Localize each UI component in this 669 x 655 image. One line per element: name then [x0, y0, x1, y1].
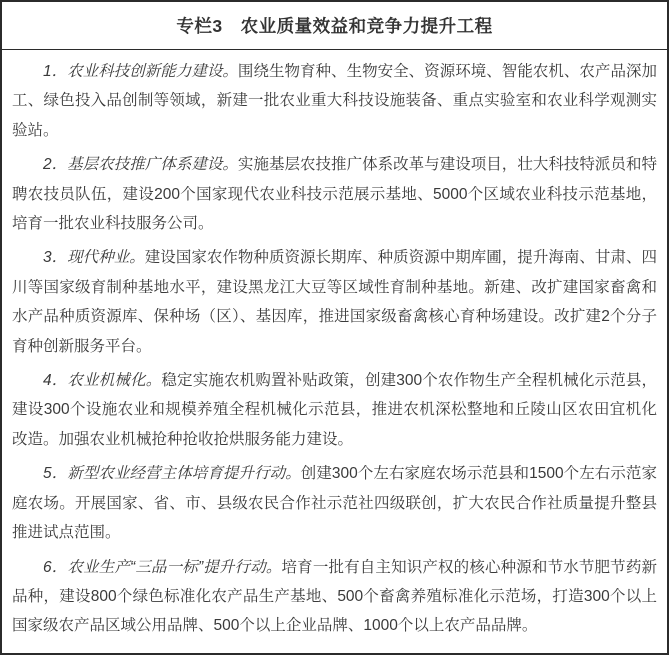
paragraph-1 [12, 57, 657, 145]
box-title: 专栏3 农业质量效益和竞争力提升工程 [2, 2, 667, 50]
paragraph-5-body: 创建300个左右家庭农场示范县和1500个左右示范家庭农场。开展国家、省、市、县级农民合作社示范社四级联创，扩大农民合作社质量提升整县推进试点范围。 [12, 465, 657, 542]
paragraph-2-body: 实施基层农技推广体系改革与建设项目，壮大科技特派员和特聘农技员队伍，建设200个国家现代农业科技示范展示基地、5000个区域农业科技示范基地，培育一批农业科技服务公司。 [12, 156, 657, 233]
paragraph-3-lead: 3．现代种业。 [43, 249, 145, 267]
paragraph-1-lead: 1．农业科技创新能力建设。 [43, 63, 238, 80]
paragraph-3-body: 建设国家农作物种质资源长期库、种质资源中期库圃，提升海南、甘肃、四川等国家级育制种基地水平，建设黑龙江大豆等区域性育制种基地。新建、改扩建国家畜禽和水产品种质资源库、保种场（区）、基因库，推进国家级畜禽核心育种场建设。改扩建2个分子育种创新服务平台。 [12, 249, 657, 355]
paragraph-3 [12, 243, 657, 361]
paragraph-2-lead: 2．基层农技推广体系建设。 [43, 156, 238, 174]
paragraph-6-lead: 6．农业生产“三品一标”提升行动。 [43, 558, 282, 576]
paragraph-6-body: 培育一批有自主知识产权的核心种源和节水节肥节药新品种，建设800个绿色标准化农产品生产基地、500个畜禽养殖标准化示范场，打造300个以上国家级农产品区域公用品牌、500个以上企业品牌、1000个以上农产品品牌。 [12, 558, 657, 635]
box-body [2, 50, 667, 653]
paragraph-6 [12, 553, 657, 641]
paragraph-5 [12, 459, 657, 547]
paragraph-4-lead: 4．农业机械化。 [43, 372, 162, 390]
paragraph-1-body: 围绕生物育种、生物安全、资源环境、智能农机、农产品深加工、绿色投入品创制等领域，新建一批农业重大科技设施装备、重点实验室和农业科学观测实验站。 [12, 63, 657, 139]
paragraph-5-lead: 5．新型农业经营主体培育提升行动。 [43, 465, 301, 483]
paragraph-4-body: 稳定实施农机购置补贴政策，创建300个农作物生产全程机械化示范县，建设300个设施农业和规模养殖全程机械化示范县，推进农机深松整地和丘陵山区农田宜机化改造。加强农业机械抢种抢收抢烘服务能力建设。 [12, 372, 657, 448]
paragraph-4 [12, 366, 657, 454]
paragraph-2 [12, 150, 657, 238]
